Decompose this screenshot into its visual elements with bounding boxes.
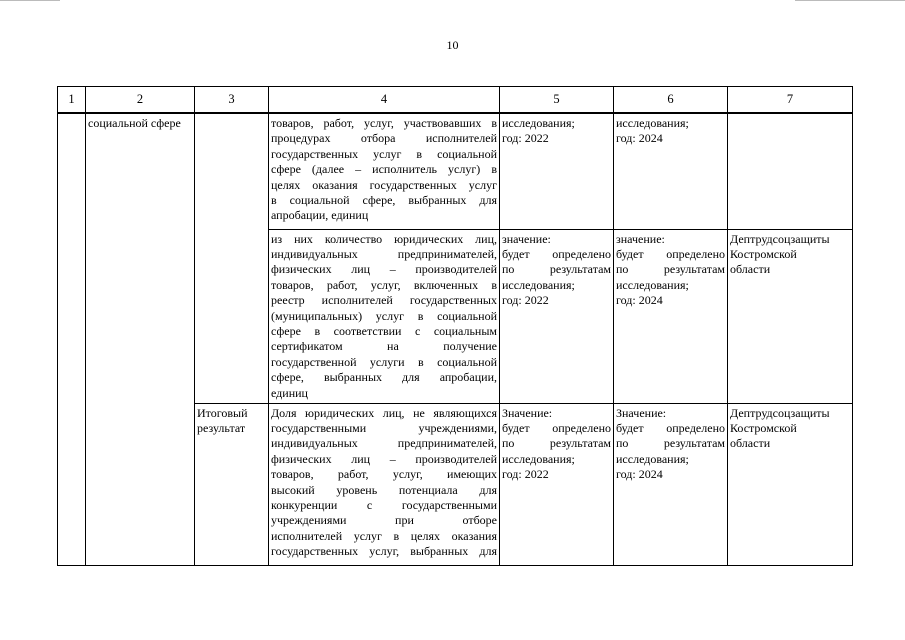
- text-line: по результатам: [502, 262, 611, 277]
- responsible-cell: [728, 403, 853, 565]
- text-line: результат: [197, 420, 246, 435]
- text-line: Значение:: [616, 405, 667, 420]
- text-line: сфере, выбранных для апробации,: [271, 370, 497, 385]
- text-line: в социальной сфере, выбранных для: [271, 193, 497, 208]
- table-cell-col3: [195, 113, 269, 403]
- page-number: 10: [446, 38, 459, 52]
- text-line: будет определено: [616, 420, 725, 435]
- text-line: Итоговый: [197, 405, 248, 420]
- text-line: области: [730, 262, 771, 277]
- text-line: сфере в соответствии с социальным: [271, 323, 497, 338]
- data-table: [57, 86, 853, 566]
- column-header: 2: [86, 87, 195, 114]
- text-line: товаров, работ, услуг, включенных в: [271, 277, 497, 292]
- text-line: будет определено: [616, 246, 725, 261]
- text-line: Дептрудсоцзащиты: [730, 231, 830, 246]
- value-cell-2024: [614, 403, 728, 565]
- text-line: государственными учреждениями,: [271, 420, 497, 435]
- text-line: год: 2024: [616, 131, 663, 146]
- value-cell-2022: [500, 403, 614, 565]
- text-line: целях оказания государственных услуг: [271, 177, 497, 192]
- table-cell-col1: [58, 113, 86, 565]
- text-line: (муниципальных) услуг в социальной: [271, 308, 497, 323]
- text-line: конкуренции с государственными: [271, 497, 497, 512]
- text-line: физических лиц – производителей: [271, 451, 497, 466]
- text-line: области: [730, 436, 771, 451]
- text-line: сертификатом на получение: [271, 339, 497, 354]
- column-header: 1: [58, 87, 86, 114]
- text-line: государственной услуги в социальной: [271, 354, 497, 369]
- column-header: 7: [728, 87, 853, 114]
- text-line: товаров, работ, услуг, участвовавших в: [271, 116, 497, 130]
- text-line: год: 2022: [502, 293, 549, 308]
- text-line: год: 2022: [502, 467, 549, 482]
- text-line: по результатам: [502, 436, 611, 451]
- value-cell-2024: [614, 113, 728, 229]
- column-header: 6: [614, 87, 728, 114]
- text-line: сфере (далее – исполнитель услуг) в: [271, 162, 497, 177]
- value-cell-2022: [500, 113, 614, 229]
- text-line: значение:: [616, 231, 665, 246]
- indicator-description: [269, 403, 500, 565]
- text-line: исследования;: [502, 451, 575, 466]
- text-line: Костромской: [730, 246, 797, 261]
- text-line: исполнителей услуг в целях оказания: [271, 528, 497, 543]
- text-line: процедурах отбора исполнителей: [271, 131, 497, 146]
- text-line: высокий уровень потенциала для: [271, 482, 497, 497]
- text-line: исследования;: [616, 451, 689, 466]
- column-header: 4: [269, 87, 500, 114]
- responsible-cell: [728, 229, 853, 403]
- scan-edge-line: [0, 0, 905, 1]
- table-cell-col2: [86, 113, 195, 565]
- column-header: 5: [500, 87, 614, 114]
- responsible-cell: [728, 113, 853, 229]
- text-line: Дептрудсоцзащиты: [730, 405, 830, 420]
- text-line: учреждениями при отборе: [271, 513, 497, 528]
- text-line: исследования;: [616, 277, 689, 292]
- text-line: индивидуальных предпринимателей,: [271, 246, 497, 261]
- table-cell-col3: [195, 403, 269, 565]
- text-line: Доля юридических лиц, не являющихся: [271, 405, 497, 420]
- value-cell-2024: [614, 229, 728, 403]
- column-header: 3: [195, 87, 269, 114]
- text-line: год: 2024: [616, 293, 663, 308]
- indicator-description: [269, 113, 500, 229]
- text-line: исследования;: [616, 116, 689, 130]
- text-line: товаров, работ, услуг, имеющих: [271, 467, 497, 482]
- text-line: Значение:: [502, 405, 553, 420]
- text-line: по результатам: [616, 436, 725, 451]
- text-line: физических лиц – производителей: [271, 262, 497, 277]
- text-line: реестр исполнителей государственных: [271, 293, 497, 308]
- text-line: индивидуальных предпринимателей,: [271, 436, 497, 451]
- text-line: государственных услуг, выбранных для: [271, 544, 497, 559]
- value-cell-2022: [500, 229, 614, 403]
- text-line: исследования;: [502, 277, 575, 292]
- text-line: по результатам: [616, 262, 725, 277]
- table-row: [58, 113, 853, 229]
- text-line: значение:: [502, 231, 551, 246]
- text-line: государственных услуг в социальной: [271, 146, 497, 161]
- text-line: будет определено: [502, 246, 611, 261]
- indicator-description: [269, 229, 500, 403]
- text-line: единиц: [271, 385, 308, 400]
- text-line: Костромской: [730, 420, 797, 435]
- text-line: год: 2022: [502, 131, 549, 146]
- text-line: исследования;: [502, 116, 575, 130]
- text-line: из них количество юридических лиц,: [271, 231, 497, 246]
- text-line: год: 2024: [616, 467, 663, 482]
- text-line: будет определено: [502, 420, 611, 435]
- table-header-row: [58, 87, 853, 114]
- text-line: апробации, единиц: [271, 208, 369, 223]
- section-label: социальной сфере: [88, 116, 181, 130]
